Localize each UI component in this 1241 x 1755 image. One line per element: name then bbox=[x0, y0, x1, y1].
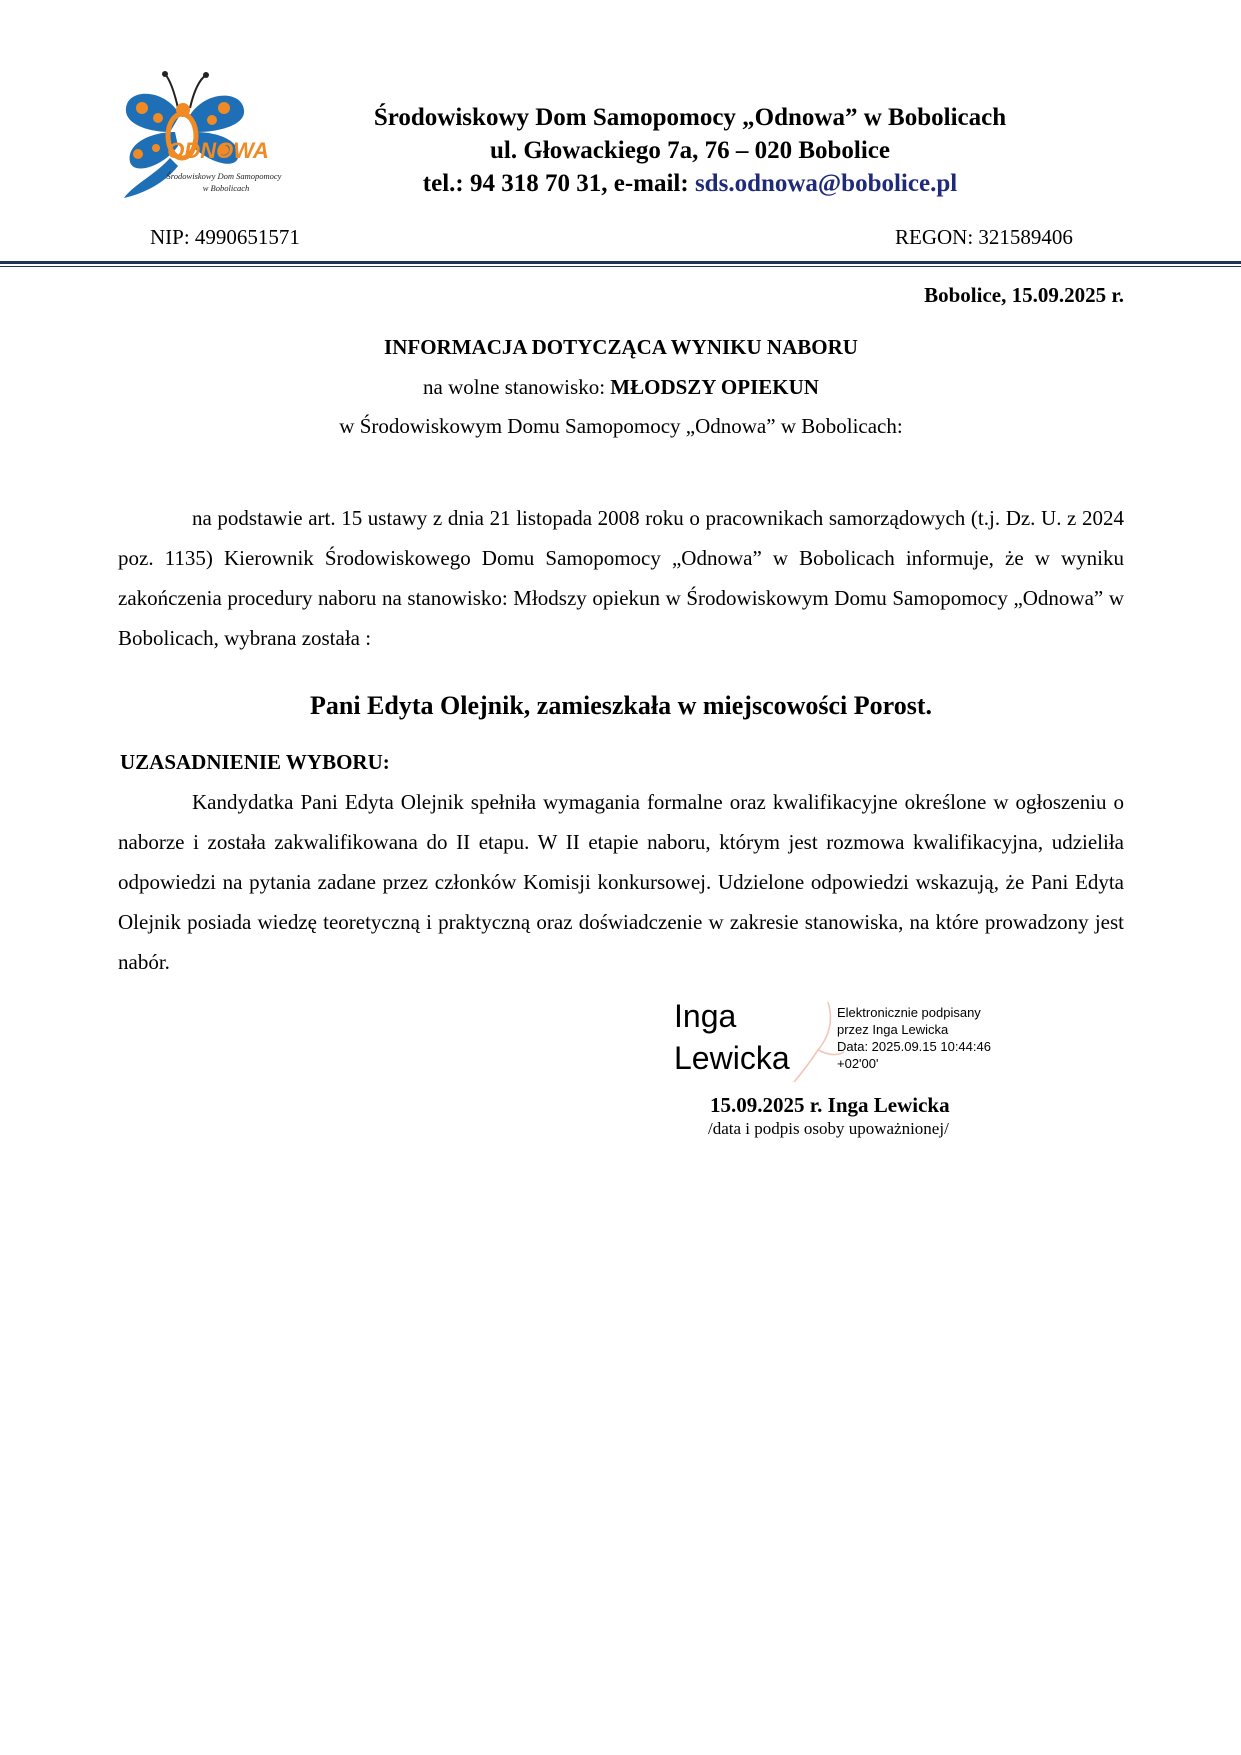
odnowa-butterfly-logo bbox=[120, 70, 310, 210]
letter-date: Bobolice, 15.09.2025 r. bbox=[924, 283, 1124, 307]
paragraph-justification-text: Kandydatka Pani Edyta Olejnik spełniła wymagania formalne oraz kwalifikacyjne określone w ogłoszeniu o naborze i została zakwalifikowana do II etapu. W II etapie naboru, którym jest rozmowa kwalifikacyjna, udzieliła odpowiedzi na pytania zadane przez członków Komisji konkursowej. Udzielone odpowiedzi wskazują, że Pani Edyta Olejnik posiada wiedzę teoretyczną i praktyczną oraz doświadczenie w zakresie stanowiska, na które prowadzony jest nabór. bbox=[118, 790, 1124, 974]
signature-info-line1: Elektronicznie podpisany bbox=[837, 1005, 981, 1020]
email-link[interactable]: sds.odnowa@bobolice.pl bbox=[694, 170, 958, 197]
nip-number: NIP: 4990651571 bbox=[150, 225, 300, 249]
selected-candidate: Pani Edyta Olejnik, zamieszkała w miejscowości Porost. bbox=[309, 691, 933, 720]
org-name: Środowiskowy Dom Samopomocy „Odnowa” w Bobolicach bbox=[373, 104, 1007, 131]
signature-info bbox=[837, 1004, 991, 1072]
logo-subtitle-line1: Środowiskowy Dom Samopomocy bbox=[166, 171, 282, 181]
signature-info-line3: Data: 2025.09.15 10:44:46 bbox=[837, 1039, 991, 1054]
justification-heading: UZASADNIENIE WYBORU: bbox=[120, 750, 390, 774]
signature-name bbox=[674, 995, 790, 1079]
signature-last-name: Lewicka bbox=[674, 1040, 790, 1076]
place-line: w Środowiskowym Domu Samopomocy „Odnowa” w Bobolicach: bbox=[339, 414, 903, 438]
position-line bbox=[118, 375, 1124, 400]
letter-title: INFORMACJA DOTYCZĄCA WYNIKU NABORU bbox=[384, 335, 858, 359]
paragraph-legal-basis bbox=[118, 498, 1124, 658]
signature-first-name: Inga bbox=[674, 998, 737, 1034]
regon-number: REGON: 321589406 bbox=[895, 225, 1073, 249]
logo-wordmark: ODNOWA bbox=[167, 138, 269, 163]
position-prefix: na wolne stanowisko: bbox=[423, 375, 611, 399]
signature-caption: /data i podpis osoby upoważnionej/ bbox=[708, 1119, 949, 1138]
paragraph-legal-basis-text: na podstawie art. 15 ustawy z dnia 21 listopada 2008 roku o pracownikach samorządowych (t.j. Dz. U. z 2024 poz. 1135) Kierownik Środowiskowego Domu Samopomocy „Odnowa” w Bobolicach informuje, że w wyniku zakończenia procedury naboru na stanowisko: Młodszy opiekun w Środowiskowym Domu Samopomocy „Odnowa” w Bobolicach, wybrana została : bbox=[118, 506, 1124, 650]
contact-phone: tel.: 94 318 70 31, e-mail: bbox=[422, 170, 695, 197]
signature-info-line4: +02'00' bbox=[837, 1056, 879, 1071]
org-contact bbox=[310, 168, 1070, 200]
header-divider-top bbox=[0, 261, 1241, 264]
logo-subtitle-line2: w Bobolicach bbox=[202, 183, 250, 193]
signature-info-line2: przez Inga Lewicka bbox=[837, 1022, 949, 1037]
signature-date-line: 15.09.2025 r. Inga Lewicka bbox=[710, 1093, 950, 1117]
org-address: ul. Głowackiego 7a, 76 – 020 Bobolice bbox=[490, 137, 890, 164]
paragraph-justification bbox=[118, 782, 1124, 982]
header-divider-bottom bbox=[0, 266, 1241, 267]
position-name: MŁODSZY OPIEKUN bbox=[610, 375, 819, 399]
